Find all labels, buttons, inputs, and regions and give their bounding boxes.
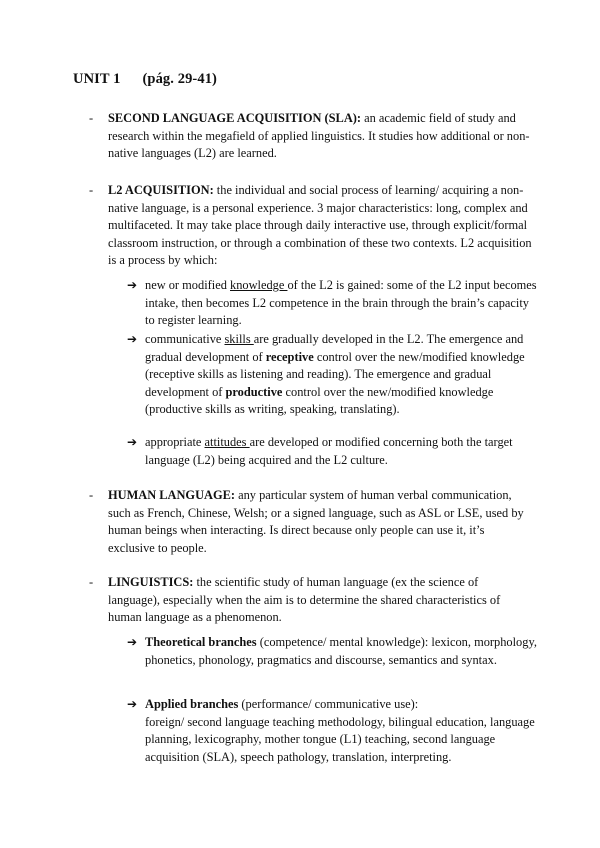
definition-sla bbox=[83, 110, 533, 163]
definition-linguistics bbox=[83, 574, 533, 627]
point-applied-branches bbox=[127, 696, 537, 766]
point-text bbox=[145, 331, 537, 419]
bold-productive: productive bbox=[225, 384, 283, 399]
text-fragment: are gradually developed in the L2. The emergence and gradual development of bbox=[145, 332, 524, 364]
text-fragment: control over the new/modified knowledge (productive skills as writing, speaking, translating). bbox=[145, 384, 494, 417]
definition-text bbox=[108, 487, 532, 557]
arrow-icon: ➔ bbox=[127, 278, 138, 292]
definition-l2-acquisition bbox=[83, 182, 533, 270]
bullet-dash: - bbox=[89, 575, 94, 589]
definition-text bbox=[108, 110, 532, 163]
point-text bbox=[145, 277, 537, 330]
term-theoretical-branches: Theoretical branches bbox=[145, 635, 257, 649]
arrow-icon: ➔ bbox=[127, 435, 138, 449]
arrow-icon: ➔ bbox=[127, 635, 138, 649]
text-fragment: of the L2 is gained: some of the L2 input becomes intake, then becomes L2 competence in the brain through the brain’s capacity to register learning. bbox=[145, 278, 537, 328]
point-theoretical-branches bbox=[127, 634, 537, 669]
page-range: (pág. 29-41) bbox=[142, 71, 217, 87]
point-skills bbox=[127, 331, 537, 419]
page-title bbox=[73, 71, 217, 89]
definition-text bbox=[108, 182, 532, 270]
text-fragment: control over the new/modified knowledge (receptive skills as listening and reading). The emergence and gradual development of bbox=[145, 349, 525, 399]
bullet-dash: - bbox=[89, 488, 94, 502]
definition-human-text: any particular system of human verbal communication, such as French, Chinese, Welsh; or a signed language, such as ASL or LSE, used by human beings when interacting. Is direct because only people can use it, it’s exclusive to people. bbox=[108, 488, 524, 555]
bullet-dash: - bbox=[89, 111, 94, 125]
bold-receptive: receptive bbox=[265, 349, 314, 364]
term-human-language: HUMAN LANGUAGE: bbox=[108, 488, 235, 502]
bullet-dash: - bbox=[89, 183, 94, 197]
arrow-icon: ➔ bbox=[127, 697, 138, 711]
text-fragment: are developed or modified concerning both the target language (L2) being acquired and the L2 culture. bbox=[145, 435, 513, 467]
definition-linguistics-text: the scientific study of human language (ex the science of language), especially when the aim is to determine the shared characteristics of human language as a phenomenon. bbox=[108, 575, 501, 625]
text-fragment: (performance/ communicative use): bbox=[238, 697, 419, 711]
point-text bbox=[145, 634, 537, 669]
underlined-knowledge: knowledge bbox=[230, 278, 288, 292]
point-knowledge bbox=[127, 277, 537, 330]
definition-l2-text: the individual and social process of learning/ acquiring a non-native language, is a personal experience. 3 major characteristics: long, complex and multifaceted. It may take place through daily interactive use, through explicit/formal classroom instruction, or through a combination of these two contexts. L2 acquisition is a process by which: bbox=[108, 183, 532, 268]
definition-text bbox=[108, 574, 532, 627]
underlined-skills: skills bbox=[224, 332, 254, 346]
text-fragment: foreign/ second language teaching methodology, bilingual education, language planning, lexicography, mother tongue (L1) teaching, second language acquisition (SLA), speech pathology, translation, interpreting. bbox=[145, 714, 535, 764]
arrow-icon: ➔ bbox=[127, 332, 138, 346]
point-attitudes bbox=[127, 434, 537, 469]
point-text bbox=[145, 696, 537, 766]
term-sla: SECOND LANGUAGE ACQUISITION (SLA): bbox=[108, 111, 362, 125]
unit-label: UNIT 1 bbox=[73, 71, 121, 87]
term-linguistics: LINGUISTICS: bbox=[108, 575, 194, 589]
definition-sla-text: an academic field of study and research within the megafield of applied linguistics. It studies how additional or non-native languages (L2) are learned. bbox=[108, 111, 530, 161]
underlined-attitudes: attitudes bbox=[204, 435, 250, 449]
text-fragment: appropriate bbox=[145, 435, 205, 449]
term-l2-acquisition: L2 ACQUISITION: bbox=[108, 183, 214, 197]
definition-human-language bbox=[83, 487, 533, 557]
term-applied-branches: Applied branches bbox=[145, 697, 239, 711]
text-fragment: (competence/ mental knowledge): lexicon, morphology, phonetics, phonology, pragmatics and discourse, semantics and syntax. bbox=[145, 635, 537, 667]
text-fragment: communicative bbox=[145, 332, 225, 346]
text-fragment: new or modified bbox=[145, 278, 230, 292]
point-text bbox=[145, 434, 537, 469]
